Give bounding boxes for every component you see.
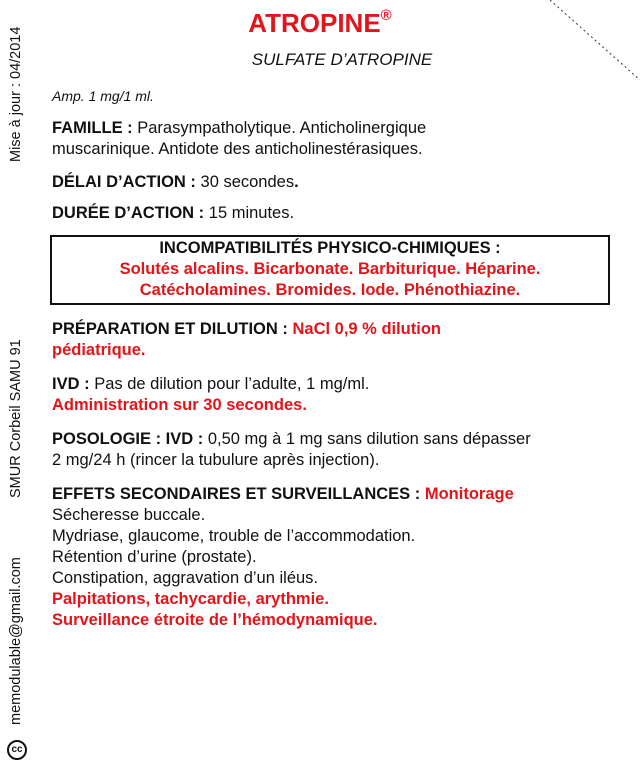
famille-line2: muscarinique. Antidote des anticholinestérasiques. [52, 140, 423, 158]
ivd-text: Pas de dilution pour l’adulte, 1 mg/ml. [94, 375, 370, 393]
effets-section [52, 484, 632, 631]
delai-section [52, 172, 632, 193]
ivd-section [52, 374, 632, 416]
famille-label: FAMILLE : [52, 119, 133, 137]
update-date: Mise à jour : 04/2014 [8, 26, 24, 162]
ampoule-info: Amp. 1 mg/1 ml. [52, 88, 154, 104]
duree-section [52, 203, 632, 224]
effets-label: EFFETS SECONDAIRES ET SURVEILLANCES : [52, 485, 421, 503]
preparation-label: PRÉPARATION ET DILUTION : [52, 320, 288, 338]
ivd-label: IVD : [52, 375, 90, 393]
effets-line: Rétention d’urine (prostate). [52, 548, 257, 566]
posologie-label: POSOLOGIE : IVD : [52, 430, 204, 448]
incompat-line1: Solutés alcalins. Bicarbonate. Barbiturique. Héparine. [119, 260, 541, 278]
delai-value: 30 secondes [200, 173, 295, 191]
ivd-red: Administration sur 30 secondes. [52, 396, 307, 414]
preparation-section [52, 319, 632, 361]
preparation-red2: pédiatrique. [52, 341, 146, 359]
organization: SMUR Corbeil SAMU 91 [8, 339, 24, 498]
delai-dot: . [294, 173, 299, 191]
incompat-line2: Catécholamines. Bromides. Iode. Phénothiazine. [139, 281, 521, 299]
drug-title [0, 8, 640, 39]
effets-line: Sécheresse buccale. [52, 506, 206, 524]
incompat-title: INCOMPATIBILITÉS PHYSICO-CHIMIQUES : [159, 239, 501, 257]
delai-label: DÉLAI D’ACTION : [52, 173, 196, 191]
creative-commons-icon: cc [7, 740, 27, 760]
effets-red-head: Monitorage [424, 485, 514, 503]
effets-red-line: Surveillance étroite de l’hémodynamique. [52, 611, 378, 629]
drug-subtitle: SULFATE D’ATROPINE [251, 50, 433, 69]
drug-name: ATROPINE [248, 8, 381, 38]
contact-email: memodulable@gmail.com [8, 557, 24, 725]
effets-red-line: Palpitations, tachycardie, arythmie. [52, 590, 329, 608]
effets-line: Constipation, aggravation d’un iléus. [52, 569, 319, 587]
incompatibilities-box [50, 235, 610, 305]
posologie-line1: 0,50 mg à 1 mg sans dilution sans dépasser [207, 430, 531, 448]
famille-section [52, 118, 632, 160]
duree-label: DURÉE D’ACTION : [52, 204, 205, 222]
posologie-section [52, 429, 632, 471]
duree-value: 15 minutes. [208, 204, 295, 222]
registered-mark: ® [380, 7, 392, 24]
effets-line: Mydriase, glaucome, trouble de l’accommodation. [52, 527, 416, 545]
posologie-line2: 2 mg/24 h (rincer la tubulure après injection). [52, 451, 380, 469]
preparation-red1: NaCl 0,9 % dilution [292, 320, 442, 338]
famille-line1: Parasympatholytique. Anticholinergique [137, 119, 427, 137]
